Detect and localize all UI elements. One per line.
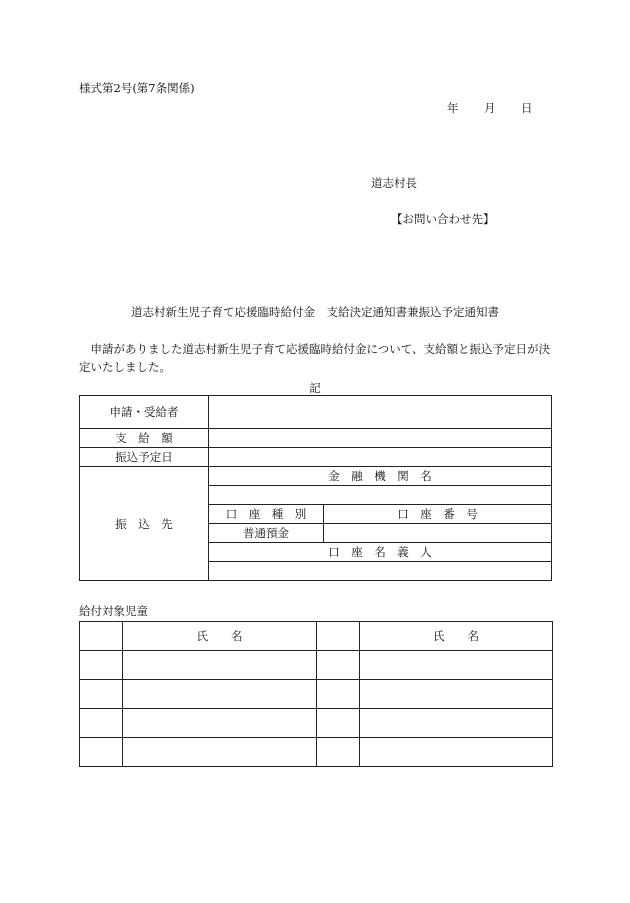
date-month-label: 月 [484,101,496,115]
form-number: 様式第2号(第7条関係) [79,81,195,95]
date-day-label: 日 [521,101,533,115]
body-paragraph: 申請がありました道志村新生児子育て応援臨時給付金について、支給額と振込予定日が決定いたしました。 [79,342,551,374]
row-number-cell [80,709,123,738]
account-number-header: 口 座 番 号 [324,505,552,524]
table-row [80,709,553,738]
child-name-header-left: 氏 名 [123,622,317,651]
row-number-cell [317,680,360,709]
details-table [79,395,552,581]
table-row [80,651,553,680]
bank-name-value-cell[interactable] [209,486,552,505]
issuer-name: 道志村長 [371,176,417,190]
child-name-cell[interactable] [360,680,553,709]
row-number-cell [80,738,123,767]
account-type-value: 普通預金 [209,524,324,543]
account-type-header: 口 座 種 別 [209,505,324,524]
child-name-cell[interactable] [123,738,317,767]
transfer-dest-label: 振 込 先 [80,467,209,581]
document-title: 道志村新生児子育て応援臨時給付金 支給決定通知書兼振込予定通知書 [131,305,499,319]
transfer-date-value-cell[interactable] [209,448,552,467]
ki-heading: 記 [309,381,321,395]
row-number-cell [317,738,360,767]
child-name-cell[interactable] [360,651,553,680]
row-number-cell [80,622,123,651]
account-holder-header: 口 座 名 義 人 [209,543,552,562]
child-name-cell[interactable] [360,709,553,738]
account-holder-value-cell[interactable] [209,562,552,581]
transfer-date-label: 振込予定日 [80,448,209,467]
row-number-cell [317,709,360,738]
table-row [80,738,553,767]
contact-heading: 【お問い合わせ先】 [391,212,495,226]
row-number-cell [80,651,123,680]
child-name-cell[interactable] [123,680,317,709]
child-name-cell[interactable] [360,738,553,767]
children-section-label: 給付対象児童 [79,604,148,618]
table-row [80,680,553,709]
row-number-cell [80,680,123,709]
amount-value-cell[interactable] [209,429,552,448]
applicant-label: 申請・受給者 [80,396,209,429]
row-number-cell [317,651,360,680]
child-name-header-right: 氏 名 [360,622,553,651]
child-name-cell[interactable] [123,709,317,738]
bank-name-header: 金 融 機 関 名 [209,467,552,486]
amount-label: 支 給 額 [80,429,209,448]
children-table [79,621,553,767]
applicant-value-cell[interactable] [209,396,552,429]
account-number-value-cell[interactable] [324,524,552,543]
row-number-cell [317,622,360,651]
date-line [447,100,533,116]
date-year-label: 年 [447,101,459,115]
child-name-cell[interactable] [123,651,317,680]
